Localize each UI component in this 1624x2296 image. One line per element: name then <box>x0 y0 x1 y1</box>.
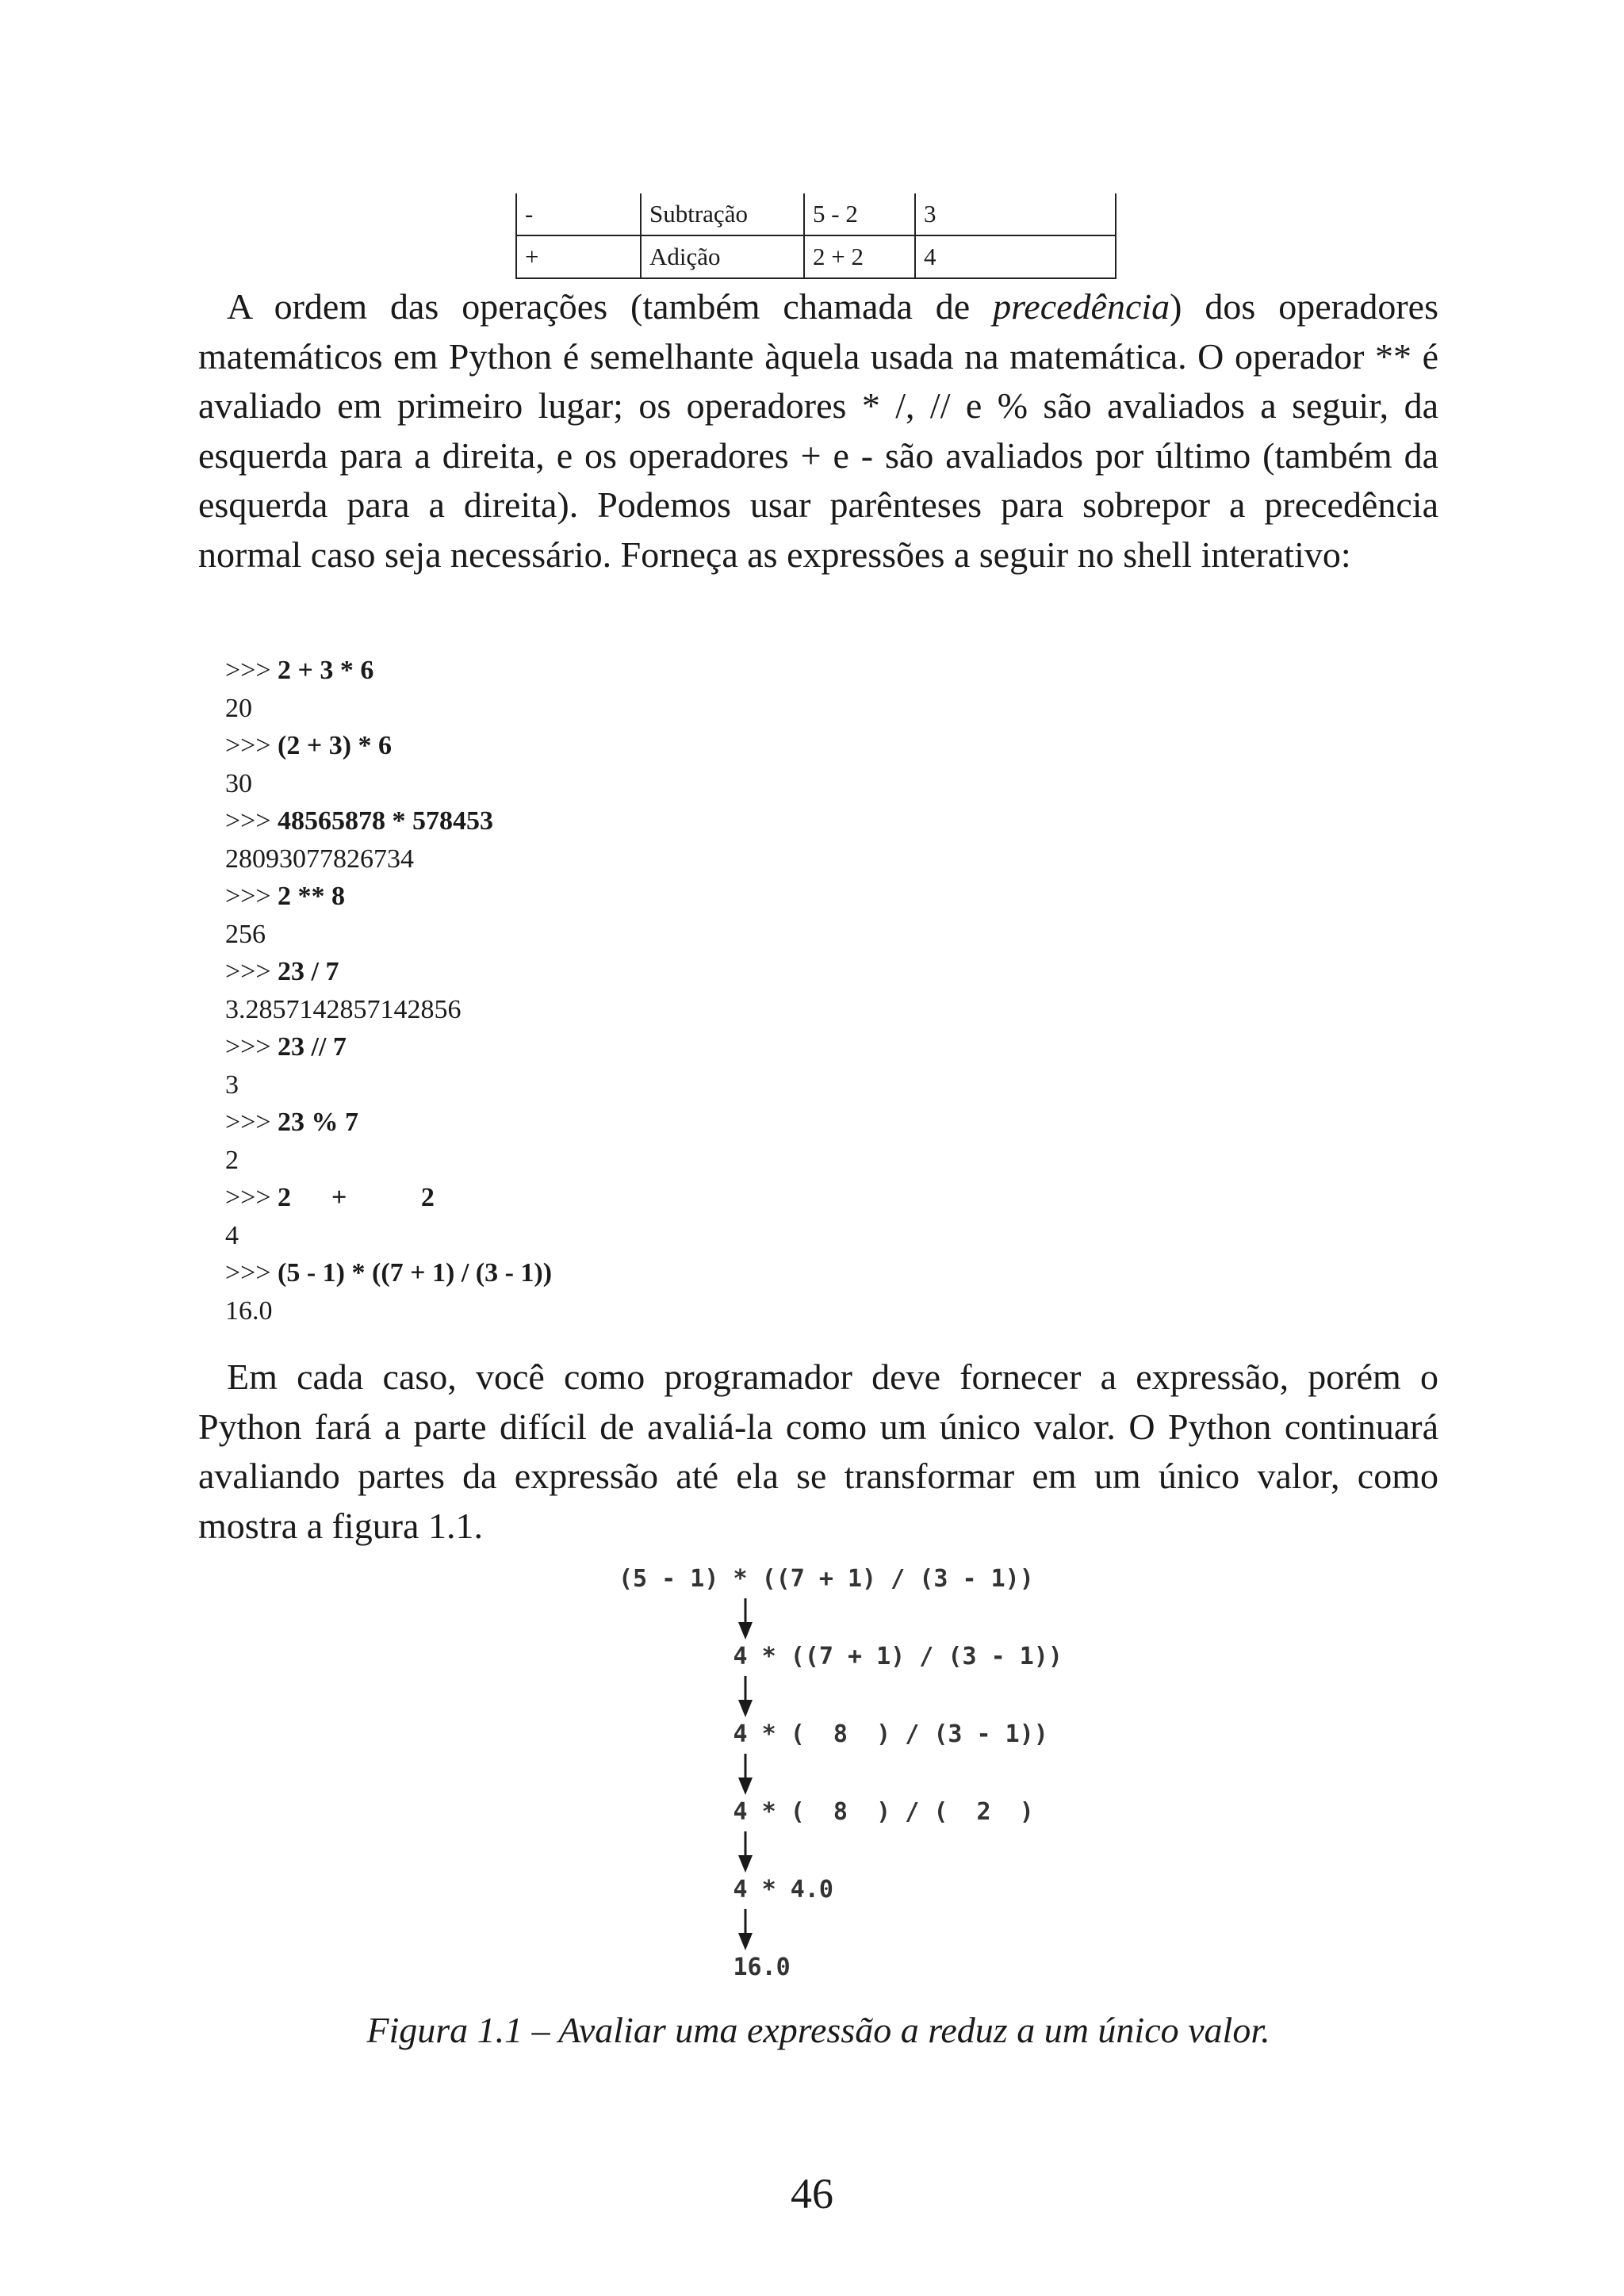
shell-prompt: >>> <box>225 1183 278 1212</box>
shell-prompt: >>> <box>225 1258 278 1288</box>
shell-input-line <box>225 652 1335 690</box>
operators-table <box>515 193 1116 279</box>
evaluation-step: 4 * ( 8 ) / (3 - 1)) <box>619 1720 1048 1748</box>
interactive-shell-listing <box>225 652 1335 1330</box>
shell-input: 23 % 7 <box>278 1108 359 1137</box>
shell-output-line: 30 <box>225 768 252 798</box>
shell-input-line <box>225 878 1335 916</box>
shell-input-line <box>225 1179 1335 1217</box>
paragraph-precedence <box>198 282 1438 580</box>
emphasis-term: precedência <box>993 286 1170 327</box>
table-cell-result: 4 <box>915 235 1116 278</box>
shell-input-line <box>225 953 1335 991</box>
shell-output-line: 256 <box>225 919 266 949</box>
shell-input-line <box>225 1104 1335 1142</box>
evaluation-step: 4 * 4.0 <box>619 1876 833 1904</box>
shell-input-line <box>225 1028 1335 1066</box>
expression-evaluation-figure <box>619 1563 1063 2001</box>
table-row <box>516 235 1116 278</box>
shell-input: 23 // 7 <box>278 1032 347 1062</box>
shell-prompt: >>> <box>225 656 278 685</box>
shell-prompt: >>> <box>225 882 278 911</box>
shell-input: (2 + 3) * 6 <box>278 731 393 760</box>
table-cell-result: 3 <box>915 193 1116 235</box>
table-row <box>516 193 1116 235</box>
shell-prompt: >>> <box>225 731 278 760</box>
paragraph-text: ) dos operadores matemáticos em Python é semelhante àquela usada na matemática. O operador ** é avaliado em primeiro lugar; os operadores * /, // e % são avaliados a seguir, da esquerda para a direita, e os operadores + e - são avaliados por último (também da esquerda para a direita). Podemos usar parênteses para sobrepor a precedência normal caso seja necessário. Forneça as expressões a seguir no shell interativo: <box>198 286 1438 575</box>
shell-input: 48565878 * 578453 <box>278 806 494 836</box>
shell-output-line: 2 <box>225 1145 239 1175</box>
table-cell-operator: + <box>516 235 641 278</box>
evaluation-step: (5 - 1) * ((7 + 1) / (3 - 1)) <box>619 1565 1034 1593</box>
shell-prompt: >>> <box>225 957 278 986</box>
down-arrow-icon <box>736 1595 755 1641</box>
shell-input: 2 + 3 * 6 <box>278 656 374 685</box>
shell-output-line: 16.0 <box>225 1295 273 1326</box>
shell-prompt: >>> <box>225 1032 278 1062</box>
shell-input-line <box>225 727 1335 765</box>
shell-prompt: >>> <box>225 1108 278 1137</box>
shell-input: (5 - 1) * ((7 + 1) / (3 - 1)) <box>278 1258 553 1288</box>
paragraph-text: A ordem das operações (também chamada de <box>227 286 994 327</box>
shell-output-line: 3 <box>225 1070 239 1100</box>
table-cell-operation: Adição <box>641 235 804 278</box>
shell-output-line: 3.2857142857142856 <box>225 994 462 1024</box>
down-arrow-icon <box>736 1828 755 1874</box>
paragraph-evaluation: Em cada caso, você como programador deve fornecer a expressão, porém o Python fará a parte difícil de avaliá-la como um único valor. O Python continuará avaliando partes da expressão até ela se transformar em um único valor, como mostra a figura 1.1. <box>198 1357 1438 1546</box>
table-cell-operator: - <box>516 193 641 235</box>
shell-input-line <box>225 1254 1335 1292</box>
figure-caption: Figura 1.1 – Avaliar uma expressão a reduz a um único valor. <box>366 2010 1270 2050</box>
shell-input: 2 + 2 <box>278 1183 435 1212</box>
table-cell-example: 2 + 2 <box>804 235 915 278</box>
shell-input-line <box>225 802 1335 840</box>
down-arrow-icon <box>736 1673 755 1719</box>
shell-output-line: 28093077826734 <box>225 844 414 874</box>
evaluation-step: 16.0 <box>619 1954 791 1981</box>
down-arrow-icon <box>736 1751 755 1797</box>
shell-input: 2 ** 8 <box>278 882 346 911</box>
table-cell-example: 5 - 2 <box>804 193 915 235</box>
evaluation-step: 4 * ( 8 ) / ( 2 ) <box>619 1798 1034 1826</box>
table-cell-operation: Subtração <box>641 193 804 235</box>
evaluation-step: 4 * ((7 + 1) / (3 - 1)) <box>619 1643 1063 1670</box>
shell-input: 23 / 7 <box>278 957 339 986</box>
page-number: 46 <box>791 2170 833 2218</box>
shell-output-line: 4 <box>225 1220 239 1250</box>
shell-prompt: >>> <box>225 806 278 836</box>
shell-output-line: 20 <box>225 693 252 723</box>
down-arrow-icon <box>736 1906 755 1952</box>
